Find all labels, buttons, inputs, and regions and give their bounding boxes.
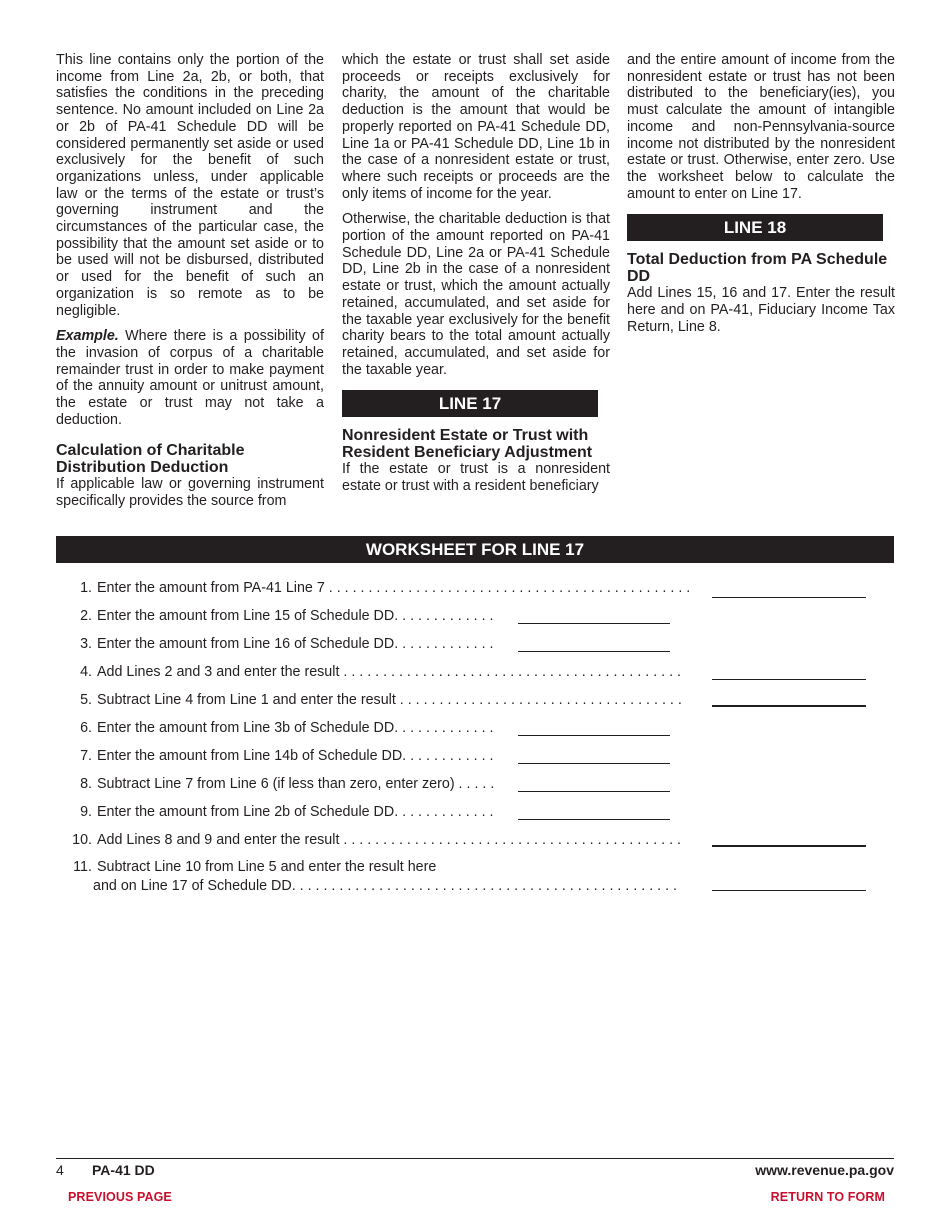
worksheet-entry-line-6[interactable]: [518, 735, 670, 736]
example-label: Example.: [56, 328, 119, 345]
worksheet-row: 8. Subtract Line 7 from Line 6 (if less than zero, enter zero) . . . . .: [80, 776, 495, 792]
worksheet-entry-line-5[interactable]: [712, 705, 866, 707]
section-heading: Calculation of Charitable Distribution Deduction: [56, 442, 245, 477]
text-column-1: [56, 52, 324, 519]
paragraph: and the entire amount of income from the nonresident estate or trust has not been distributed to the beneficiary(ies), you must calculate the amount of intangible income and non-Pennsylvania-source income not distributed by the nonresident estate or trust. Otherwise, enter zero. Use the worksheet below to calculate the amount to enter on Line 17.: [627, 52, 895, 202]
worksheet-row: 2. Enter the amount from Line 15 of Schedule DD. . . . . . . . . . . . .: [80, 608, 494, 624]
paragraph: This line contains only the portion of the income from Line 2a, 2b, or both, that satisfies the conditions in the preceding sentence. No amount included on Line 2a or 2b of PA-41 Schedule DD will be considered permanently set aside or used exclusively for the benefit of such organizations unless, under applicable law or the terms of the estate or trust’s governing instrument and the circumstances of the particular case, the possibility that the amount set aside or to be used will not be disbursed, distributed or used for the benefit of such an organization is so remote as to be negligible.: [56, 52, 324, 319]
worksheet-row: 7. Enter the amount from Line 14b of Schedule DD. . . . . . . . . . . .: [80, 748, 494, 764]
worksheet-entry-line-8[interactable]: [518, 791, 670, 792]
worksheet-entry-line-10[interactable]: [712, 845, 866, 847]
worksheet-entry-line-1[interactable]: [712, 597, 866, 598]
text-column-2: [342, 52, 610, 504]
section-heading: Nonresident Estate or Trust with Resident Beneficiary Adjustment: [342, 427, 593, 462]
paragraph: Otherwise, the charitable deduction is that portion of the amount reported on PA-41 Schedule DD, Line 2a or PA-41 Schedule DD, Line 2b in the case of a nonresident estate or trust, which the amount actually retained, accumulated, and set aside for the taxable year exclusively for the benefit charity bears to the total amount actually retained, accumulated, and set aside for the taxable year.: [342, 211, 610, 378]
page-number: 4: [56, 1162, 64, 1178]
worksheet-row: 1. Enter the amount from PA-41 Line 7 . . . . . . . . . . . . . . . . . . . . . . . . . . . . . . . . . . . . . . . . . . . . . .: [80, 580, 691, 596]
form-id: PA-41 DD: [92, 1162, 155, 1178]
worksheet-entry-line-4[interactable]: [712, 679, 866, 680]
paragraph-example: [56, 328, 324, 428]
line-18-header: LINE 18: [627, 214, 883, 241]
previous-page-link[interactable]: PREVIOUS PAGE: [68, 1190, 172, 1204]
paragraph: Add Lines 15, 16 and 17. Enter the result here and on PA-41, Fiduciary Income Tax Return, Line 8.: [627, 285, 895, 335]
worksheet-entry-line-9[interactable]: [518, 819, 670, 820]
example-text: Where there is a possibility of the invasion of corpus of a charitable remainder trust in order to make payment of the annuity amount or unitrust amount, the estate or trust may not take a deduction.: [56, 328, 324, 428]
worksheet-row: 5. Subtract Line 4 from Line 1 and enter the result . . . . . . . . . . . . . . . . . . . . . . . . . . . . . . . . . . . .: [80, 692, 682, 708]
paragraph: which the estate or trust shall set aside proceeds or receipts exclusively for charity, the amount of the charitable deduction is the amount that would be properly reported on PA-41 Schedule DD, Line 1a or PA-41 Schedule DD, Line 1b in the case of a nonresident estate or trust, where such receipts or proceeds are the only items of income for the year.: [342, 52, 610, 202]
text-column-3: [627, 52, 895, 344]
worksheet-row: 3. Enter the amount from Line 16 of Schedule DD. . . . . . . . . . . . .: [80, 636, 494, 652]
paragraph: If applicable law or governing instrument specifically provides the source from: [56, 476, 324, 510]
worksheet-row: 9. Enter the amount from Line 2b of Schedule DD. . . . . . . . . . . . .: [80, 804, 494, 820]
footer-divider: [56, 1158, 894, 1159]
worksheet-entry-line-3[interactable]: [518, 651, 670, 652]
return-to-form-link[interactable]: RETURN TO FORM: [770, 1190, 885, 1204]
worksheet-row: 10. Add Lines 8 and 9 and enter the result . . . . . . . . . . . . . . . . . . . . . . . . . . . . . . . . . . . . . . . . . . .: [72, 832, 682, 848]
worksheet-row: 6. Enter the amount from Line 3b of Schedule DD. . . . . . . . . . . . .: [80, 720, 494, 736]
paragraph: If the estate or trust is a nonresident estate or trust with a resident beneficiary: [342, 461, 610, 495]
line-17-header: LINE 17: [342, 390, 598, 417]
worksheet-entry-line-11[interactable]: [712, 890, 866, 891]
worksheet-row: 4. Add Lines 2 and 3 and enter the result . . . . . . . . . . . . . . . . . . . . . . . . . . . . . . . . . . . . . . . . . . .: [80, 664, 682, 680]
worksheet-row-continued: and on Line 17 of Schedule DD. . . . . . . . . . . . . . . . . . . . . . . . . . . . . . . . . . . . . . . . . . . . . . . . .: [93, 878, 678, 894]
worksheet-entry-line-7[interactable]: [518, 763, 670, 764]
worksheet-title: WORKSHEET FOR LINE 17: [56, 536, 894, 563]
worksheet-row: 11. Subtract Line 10 from Line 5 and enter the result here: [73, 859, 437, 875]
section-heading: Total Deduction from PA Schedule DD: [627, 251, 888, 286]
website-link[interactable]: www.revenue.pa.gov: [755, 1162, 894, 1178]
worksheet-entry-line-2[interactable]: [518, 623, 670, 624]
